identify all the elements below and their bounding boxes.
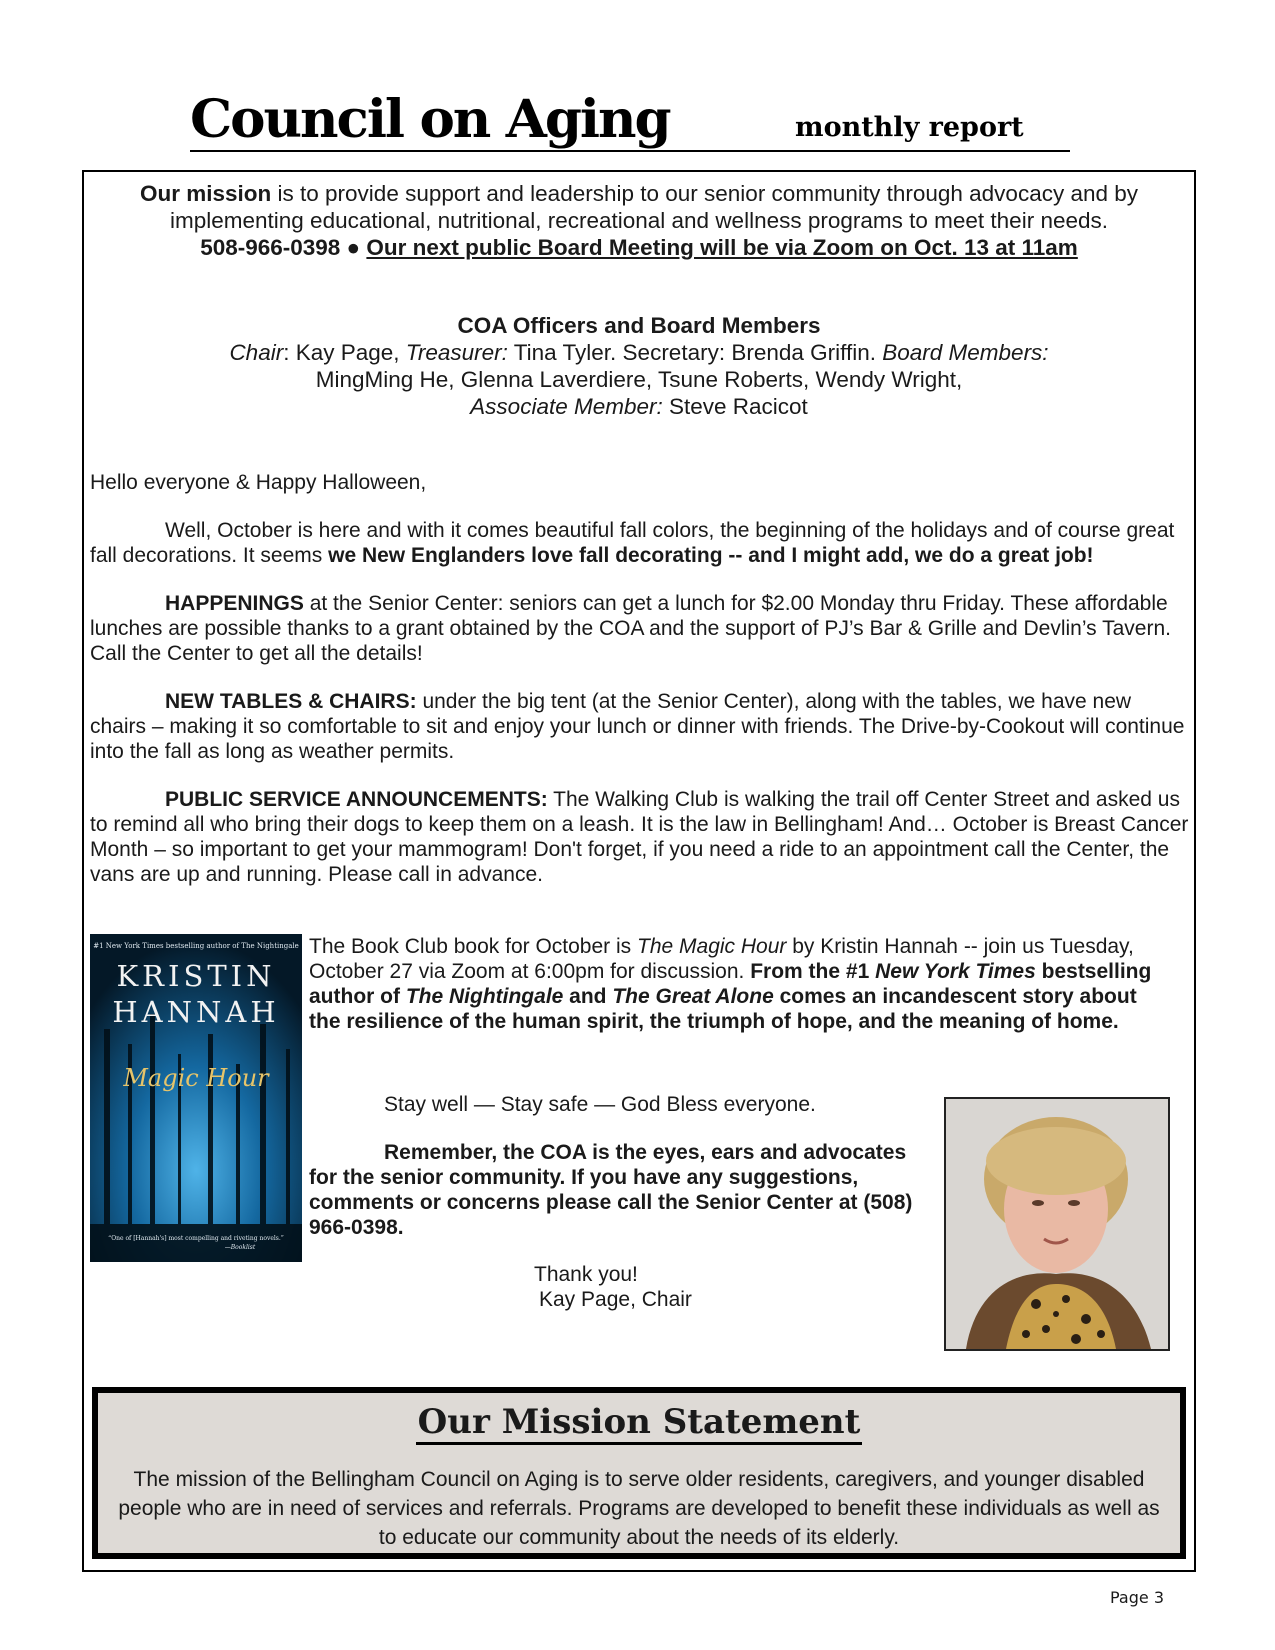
chair-photo (944, 1097, 1170, 1351)
cover-blurb-source: —Booklist (224, 1244, 256, 1251)
associate-name: Steve Racicot (662, 394, 808, 419)
page-number: Page 3 (1110, 1588, 1164, 1607)
thank-you: Thank you! (534, 1263, 638, 1286)
paragraph-happenings: HAPPENINGS at the Senior Center: seniors can get a lunch for $2.00 Monday thru Friday. These affordable lunches are possible thanks to a grant obtained by the COA and the support of PJ’s Bar & Grille and Devlin’s Tavern. Call the Center to get all the details! (90, 592, 1171, 665)
main-content-box (82, 170, 1196, 1572)
remember-paragraph: Remember, the COA is the eyes, ears and advocates for the senior community. If you have any suggestions, comments or concerns please call the Senior Center at (508) 966-0398. (309, 1141, 913, 1239)
greeting: Hello everyone & Happy Halloween, (90, 471, 427, 494)
associate-label: Associate Member: (470, 394, 663, 419)
mission-statement-box (92, 1387, 1186, 1559)
masthead-rule (190, 150, 1070, 152)
phone-number: 508-966-0398 ● (200, 235, 367, 260)
mission-header (94, 180, 1184, 261)
masthead-title: Council on Aging (190, 89, 670, 150)
book-cover-image (90, 934, 302, 1262)
mission-text: is to provide support and leadership to our senior community through advocacy and by implementing educational, nutritional, recreational and wellness programs to meet their needs. (169, 181, 1139, 233)
cover-tagline: #1 New York Times bestselling author of The Nightingale (93, 942, 299, 950)
members-list: MingMing He, Glenna Laverdiere, Tsune Roberts, Wendy Wright, (315, 367, 963, 392)
chair-letter (90, 470, 1190, 910)
board-meeting-notice: Our next public Board Meeting will be via Zoom on Oct. 13 at 11am (366, 235, 1078, 260)
treasurer-secretary: Tina Tyler. Secretary: Brenda Griffin. (507, 340, 883, 365)
signoff (534, 1262, 692, 1312)
cover-title: Magic Hour (123, 1064, 269, 1092)
members-label: Board Members: (882, 340, 1049, 365)
masthead (190, 88, 1080, 154)
treasurer-label: Treasurer: (405, 340, 508, 365)
chair-label: Chair (229, 340, 284, 365)
cover-blurb: “One of [Hannah's] most compelling and riveting novels.” (108, 1235, 284, 1242)
board-members (94, 312, 1184, 420)
paragraph-october: Well, October is here and with it comes beautiful fall colors, the beginning of the holidays and of course great fall decorations. It seems we New Englanders love fall decorating -- and I might add, we do a great job! (90, 519, 1175, 567)
signature: Kay Page, Chair (539, 1288, 692, 1311)
book-club-paragraph: The Book Club book for October is The Magic Hour by Kristin Hannah -- join us Tuesday, October 27 via Zoom at 6:00pm for discussion. From the #1 New York Times bestselling author of The Nightingale and The Great Alone comes an incandescent story about the resilience of the human spirit, the triumph of hope, and the meaning of home. (309, 935, 1152, 1033)
cover-author-first: KRISTIN (116, 959, 276, 993)
mission-statement-text: The mission of the Bellingham Council on Aging is to serve older residents, caregivers, and younger disabled people who are in need of services and referrals. Programs are developed to benefit these individuals as well as to educate our community about the needs of its elderly. (118, 1468, 1160, 1549)
masthead-subtitle: monthly report (795, 112, 1024, 143)
mission-lead: Our mission (139, 181, 272, 206)
paragraph-announcements: PUBLIC SERVICE ANNOUNCEMENTS: The Walking Club is walking the trail off Center Street and asked us to remind all who bring their dogs to keep them on a leash. It is the law in Bellingham! And… October is Breast Cancer Month – so important to get your mammogram! Don't forget, if you need a ride to an appointment call the Center, the vans are up and running. Please call in advance. (90, 788, 1189, 886)
stay-well-line: Stay well — Stay safe — God Bless everyone. (384, 1093, 816, 1116)
board-heading: COA Officers and Board Members (457, 313, 821, 338)
cover-author-last: HANNAH (112, 995, 280, 1029)
paragraph-tables-chairs: NEW TABLES & CHAIRS: under the big tent (at the Senior Center), along with the tables, we have new chairs – making it so comfortable to sit and enjoy your lunch or dinner with friends. The Drive-by-Cookout will continue into the fall as long as weather permits. (90, 690, 1185, 763)
chair-name: : Kay Page, (283, 340, 406, 365)
mission-statement-title: Our Mission Statement (98, 1401, 1180, 1443)
